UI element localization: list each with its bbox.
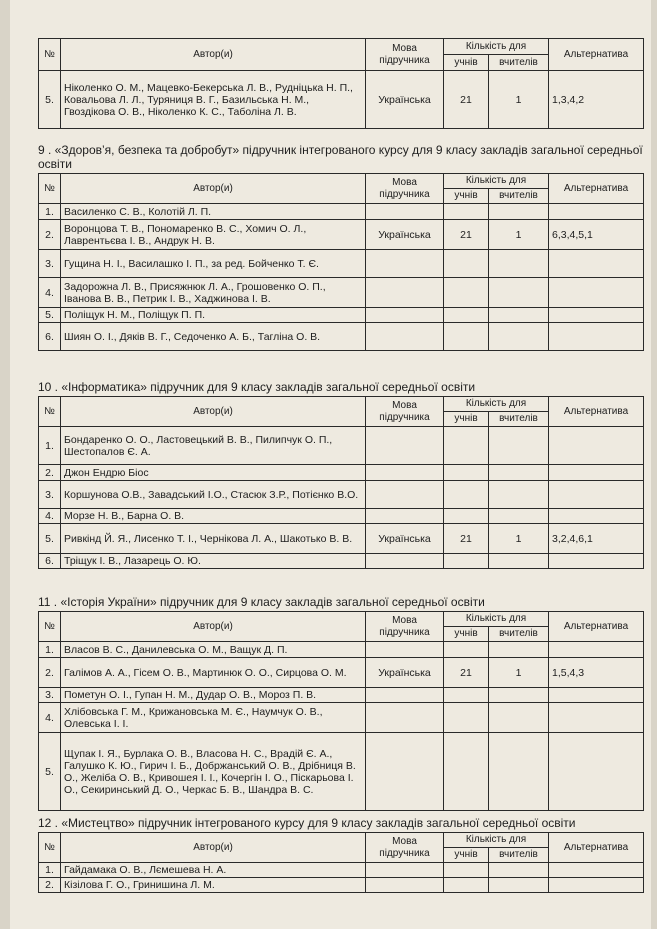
table-row: 2. Джон Ендрю Біос [39, 465, 644, 481]
header-teachers: вчителів [489, 189, 549, 204]
header-students: учнів [444, 55, 489, 71]
header-count: Кількість для [444, 612, 549, 627]
header-alt: Альтернатива [549, 397, 644, 427]
table-row: 5. Ривкінд Й. Я., Лисенко Т. І., Чернікова Л. А., Шакотько В. В. Українська 21 1 3,2,4,6,1 [39, 524, 644, 554]
textbook-table [38, 396, 644, 569]
header-num: № [39, 833, 61, 863]
section-title: 11 . «Історія України» підручник для 9 класу закладів загальної середньої освіти [38, 595, 485, 609]
section-12 [38, 816, 643, 893]
textbook-table [38, 832, 644, 893]
header-lang: Мова підручника [366, 174, 444, 204]
table-row: 1. Гайдамака О. В., Лємешева Н. А. [39, 863, 644, 878]
table-row: 5. Ніколенко О. М., Мацевко-Бекерська Л. В., Рудніцька Н. П., Ковальова Л. Л., Туряниця В. Г., Базильська Н. М., Гвоздікова О. В., Ніколенко К. С., Таболіна Л. В. Українська 21 1 1,3,4,2 [39, 71, 644, 129]
header-alt: Альтернатива [549, 174, 644, 204]
header-alt: Альтернатива [549, 833, 644, 863]
header-students: учнів [444, 412, 489, 427]
textbook-table [38, 611, 644, 811]
header-lang: Мова підручника [366, 39, 444, 71]
header-author: Автор(и) [61, 397, 366, 427]
header-count: Кількість для [444, 833, 549, 848]
table-row: 2. Воронцова Т. В., Пономаренко В. С., Хомич О. Л., Лаврентьєва І. В., Андрук Н. В. Українська 21 1 6,3,4,5,1 [39, 220, 644, 250]
header-author: Автор(и) [61, 39, 366, 71]
header-alt: Альтернатива [549, 612, 644, 642]
table-row: 1. Василенко С. В., Колотій Л. П. [39, 204, 644, 220]
header-count: Кількість для [444, 174, 549, 189]
header-teachers: вчителів [489, 412, 549, 427]
header-author: Автор(и) [61, 833, 366, 863]
header-lang: Мова підручника [366, 612, 444, 642]
table-row: 1. Власов В. С., Данилевська О. М., Ващук Д. П. [39, 642, 644, 658]
header-teachers: вчителів [489, 848, 549, 863]
table-row: 3. Пометун О. І., Гупан Н. М., Дудар О. В., Мороз П. В. [39, 688, 644, 703]
header-students: учнів [444, 627, 489, 642]
table-row: 2. Галімов А. А., Гісем О. В., Мартинюк О. О., Сирцова О. М. Українська 21 1 1,5,4,3 [39, 658, 644, 688]
header-num: № [39, 397, 61, 427]
table-row: 4. Хлібовська Г. М., Крижановська М. Є., Наумчук О. В., Олевська І. І. [39, 703, 644, 733]
section-title: 12 . «Мистецтво» підручник інтегрованого курсу для 9 класу закладів загальної середньої освіти [38, 816, 576, 830]
header-count: Кількість для [444, 397, 549, 412]
header-teachers: вчителів [489, 627, 549, 642]
table-row: 5. Поліщук Н. М., Поліщук П. П. [39, 308, 644, 323]
table-row: 6. Тріщук І. В., Лазарець О. Ю. [39, 554, 644, 569]
header-teachers: вчителів [489, 55, 549, 71]
table-row: 3. Коршунова О.В., Завадський І.О., Стасюк З.Р., Потієнко В.О. [39, 481, 644, 509]
header-students: учнів [444, 848, 489, 863]
document-page [10, 0, 651, 929]
header-num: № [39, 612, 61, 642]
header-author: Автор(и) [61, 174, 366, 204]
header-lang: Мова підручника [366, 833, 444, 863]
section-10 [38, 380, 643, 569]
header-lang: Мова підручника [366, 397, 444, 427]
header-alt: Альтернатива [549, 39, 644, 71]
table-row: 6. Шиян О. І., Дяків В. Г., Седоченко А. Б., Тагліна О. В. [39, 323, 644, 351]
section-8-table [38, 38, 643, 129]
section-title: 10 . «Інформатика» підручник для 9 класу закладів загальної середньої освіти [38, 380, 476, 394]
table-row: 4. Задорожна Л. В., Присяжнюк Л. А., Грошовенко О. П., Іванова В. В., Петрик І. В., Хаджинова І. В. [39, 278, 644, 308]
table-row: 3. Гущина Н. І., Василашко І. П., за ред. Бойченко Т. Є. [39, 250, 644, 278]
table-row: 4. Морзе Н. В., Барна О. В. [39, 509, 644, 524]
header-students: учнів [444, 189, 489, 204]
header-num: № [39, 39, 61, 71]
section-title: 9 . «Здоров’я, безпека та добробут» підручник інтегрованого курсу для 9 класу закладів загальної середньої освіти [38, 143, 643, 171]
table-row: 2. Кізілова Г. О., Гринишина Л. М. [39, 878, 644, 893]
section-9 [38, 143, 643, 351]
header-author: Автор(и) [61, 612, 366, 642]
header-num: № [39, 174, 61, 204]
textbook-table [38, 38, 644, 129]
table-row: 1. Бондаренко О. О., Ластовецький В. В., Пилипчук О. П., Шестопалов Є. А. [39, 427, 644, 465]
textbook-table [38, 173, 644, 351]
section-11 [38, 595, 643, 811]
table-row: 5. Щупак І. Я., Бурлака О. В., Власова Н. С., Врадій Є. А., Галушко К. Ю., Гирич І. Б., Добржанський О. В., Дрібниця В. О., Желіба О. В., Кривошея І. І., Кочергін І. О., Піскарьова І. О., Секиринський Д. О., Черкас Б. В., Шандра В. С. [39, 733, 644, 811]
header-count: Кількість для [444, 39, 549, 55]
